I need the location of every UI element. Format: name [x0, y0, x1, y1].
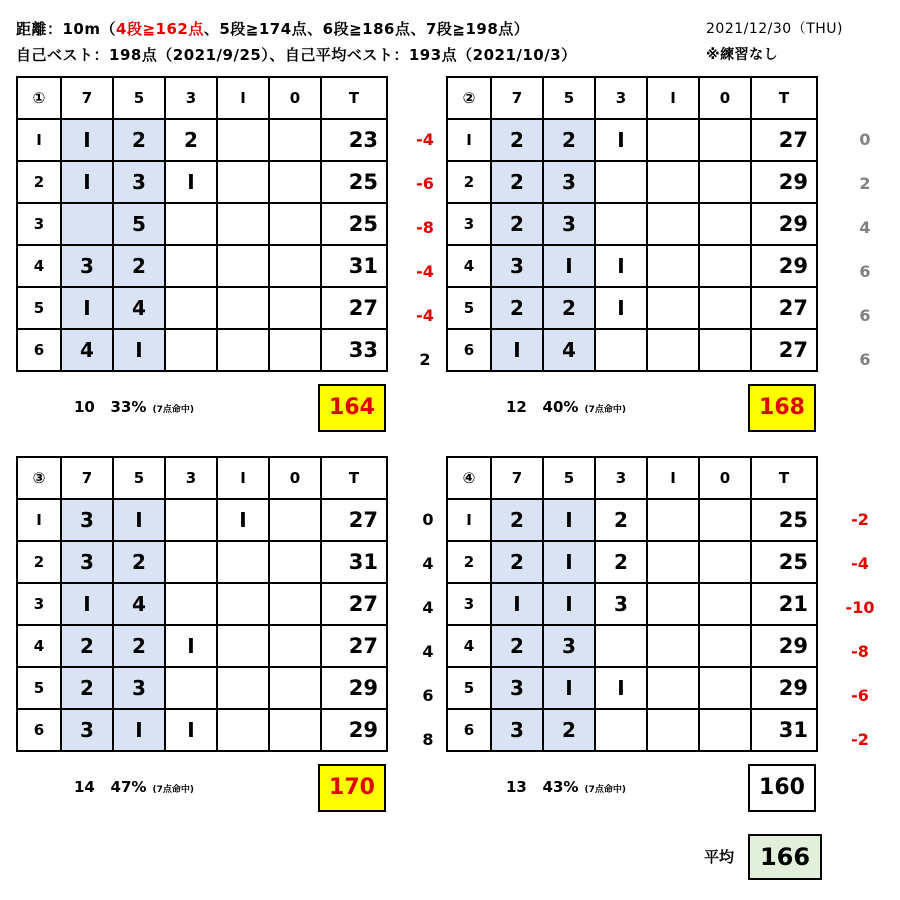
col-7: 7 [61, 457, 113, 499]
end-total: 21 [751, 583, 817, 625]
col-7: 7 [491, 77, 543, 119]
header-row [447, 457, 817, 499]
count-7: 3 [491, 709, 543, 751]
table-row [17, 287, 387, 329]
grade-thresholds: 、5段≧174点、6段≧186点、7段≧198点） [203, 20, 530, 38]
count-1 [217, 667, 269, 709]
count-7: 3 [491, 245, 543, 287]
count-1 [217, 203, 269, 245]
count-3: I [595, 245, 647, 287]
hit-note: (7点命中) [584, 405, 626, 415]
count-1: I [217, 499, 269, 541]
table-row [447, 541, 817, 583]
diff-value: -2 [851, 730, 869, 749]
count-0 [269, 161, 321, 203]
count-5: 3 [543, 203, 595, 245]
end-number: I [17, 119, 61, 161]
count-1 [647, 625, 699, 667]
end-total: 31 [321, 541, 387, 583]
round-label: ④ [447, 457, 491, 499]
table-row [447, 203, 817, 245]
count-1 [647, 499, 699, 541]
count-3 [595, 625, 647, 667]
diff-value: -4 [416, 306, 434, 325]
count-5: 5 [113, 203, 165, 245]
count-5: 2 [543, 709, 595, 751]
end-number: 5 [447, 667, 491, 709]
table-row [17, 625, 387, 667]
grade-4-threshold: 4段≧162点 [116, 20, 204, 38]
table-row [17, 119, 387, 161]
count-3: I [165, 709, 217, 751]
count-0 [269, 499, 321, 541]
count-0 [269, 667, 321, 709]
end-number: 4 [17, 245, 61, 287]
col-0: 0 [699, 457, 751, 499]
diff-value: 6 [859, 262, 871, 281]
col-3: 3 [595, 457, 647, 499]
count-0 [699, 625, 751, 667]
diff-value: 6 [422, 686, 434, 705]
hit-percent: 43% [542, 778, 579, 796]
diff-value: -4 [851, 554, 869, 573]
diff-value: 0 [859, 130, 871, 149]
table-row [447, 583, 817, 625]
end-total: 27 [321, 625, 387, 667]
count-7: 3 [61, 245, 113, 287]
count-3 [165, 287, 217, 329]
count-7: 2 [491, 625, 543, 667]
diff-value: 4 [422, 554, 434, 573]
end-number: 3 [17, 583, 61, 625]
count-7: 2 [491, 287, 543, 329]
table-row [447, 499, 817, 541]
count-7: 2 [491, 161, 543, 203]
end-total: 29 [321, 667, 387, 709]
count-7: 2 [61, 625, 113, 667]
end-total: 27 [751, 287, 817, 329]
count-0 [699, 119, 751, 161]
end-total: 23 [321, 119, 387, 161]
count-5: 2 [113, 245, 165, 287]
col-total: T [321, 77, 387, 119]
count-7: 3 [491, 667, 543, 709]
count-1 [647, 329, 699, 371]
end-number: 3 [17, 203, 61, 245]
header-row [447, 77, 817, 119]
round-2-stats [506, 398, 626, 416]
round-3-total: 170 [318, 764, 386, 812]
round-3-block [16, 456, 388, 752]
end-number: 5 [447, 287, 491, 329]
count-7: 2 [491, 499, 543, 541]
count-3 [165, 667, 217, 709]
count-3 [165, 499, 217, 541]
end-total: 33 [321, 329, 387, 371]
diff-value: -4 [416, 130, 434, 149]
col-0: 0 [269, 77, 321, 119]
table-row [17, 161, 387, 203]
col-total: T [321, 457, 387, 499]
count-7: I [61, 583, 113, 625]
count-5: 3 [113, 667, 165, 709]
count-0 [269, 329, 321, 371]
count-1 [647, 119, 699, 161]
table-row [17, 245, 387, 287]
round-4-total: 160 [748, 764, 816, 812]
end-total: 29 [751, 667, 817, 709]
round-4-block [446, 456, 818, 752]
count-0 [699, 667, 751, 709]
hit-count: 12 [506, 398, 527, 416]
diff-value: 4 [859, 218, 871, 237]
count-3 [595, 161, 647, 203]
table-row [447, 287, 817, 329]
count-0 [699, 245, 751, 287]
count-0 [269, 625, 321, 667]
count-1 [217, 119, 269, 161]
diff-value: 2 [859, 174, 871, 193]
count-5: 4 [113, 583, 165, 625]
table-row [17, 667, 387, 709]
end-number: 2 [447, 161, 491, 203]
round-2-total: 168 [748, 384, 816, 432]
col-0: 0 [699, 77, 751, 119]
end-number: 6 [447, 329, 491, 371]
practice-note: ※練習なし [706, 47, 779, 63]
count-5: I [113, 329, 165, 371]
count-5: 2 [113, 625, 165, 667]
end-number: 3 [447, 583, 491, 625]
header-row [17, 77, 387, 119]
count-5: I [113, 709, 165, 751]
count-0 [699, 203, 751, 245]
diff-value: -2 [851, 510, 869, 529]
end-number: I [447, 119, 491, 161]
count-0 [699, 287, 751, 329]
count-3: I [595, 667, 647, 709]
table-row [17, 583, 387, 625]
end-total: 27 [321, 583, 387, 625]
round-1-total: 164 [318, 384, 386, 432]
count-5: I [113, 499, 165, 541]
round-2-table [446, 76, 818, 372]
count-1 [647, 583, 699, 625]
count-3 [165, 203, 217, 245]
count-0 [699, 583, 751, 625]
col-total: T [751, 457, 817, 499]
count-7: I [61, 287, 113, 329]
count-5: I [543, 541, 595, 583]
end-number: 4 [447, 245, 491, 287]
end-total: 27 [751, 329, 817, 371]
end-number: 5 [17, 287, 61, 329]
end-number: 6 [17, 329, 61, 371]
end-total: 29 [751, 625, 817, 667]
end-total: 25 [751, 541, 817, 583]
count-1 [217, 329, 269, 371]
count-3 [165, 541, 217, 583]
session-date: 2021/12/30（THU) [706, 21, 843, 37]
col-total: T [751, 77, 817, 119]
col-1: I [217, 457, 269, 499]
count-7: 4 [61, 329, 113, 371]
count-3 [595, 329, 647, 371]
count-5: I [543, 583, 595, 625]
diff-value: -8 [416, 218, 434, 237]
count-0 [269, 541, 321, 583]
table-row [17, 203, 387, 245]
col-0: 0 [269, 457, 321, 499]
count-7 [61, 203, 113, 245]
col-5: 5 [543, 457, 595, 499]
count-0 [699, 709, 751, 751]
hit-count: 13 [506, 778, 527, 796]
count-5: I [543, 667, 595, 709]
average-value: 166 [748, 834, 822, 880]
end-total: 27 [321, 287, 387, 329]
round-1-block [16, 76, 388, 372]
col-3: 3 [165, 77, 217, 119]
count-5: 3 [113, 161, 165, 203]
round-1-table [16, 76, 388, 372]
count-3 [165, 245, 217, 287]
end-total: 29 [751, 161, 817, 203]
count-3 [165, 583, 217, 625]
count-3: 2 [595, 499, 647, 541]
col-3: 3 [595, 77, 647, 119]
round-label: ① [17, 77, 61, 119]
end-total: 31 [751, 709, 817, 751]
count-0 [699, 329, 751, 371]
distance-header [16, 18, 529, 39]
count-5: I [543, 245, 595, 287]
hit-percent: 33% [110, 398, 147, 416]
end-total: 25 [321, 203, 387, 245]
col-3: 3 [165, 457, 217, 499]
table-row [17, 709, 387, 751]
count-5: 4 [113, 287, 165, 329]
average-label: 平均 [704, 848, 735, 866]
count-7: 2 [491, 119, 543, 161]
col-5: 5 [113, 77, 165, 119]
count-5: 2 [543, 287, 595, 329]
end-number: I [447, 499, 491, 541]
count-1 [217, 287, 269, 329]
count-3: I [595, 119, 647, 161]
diff-value: -6 [416, 174, 434, 193]
count-7: 3 [61, 709, 113, 751]
diff-value: 4 [422, 598, 434, 617]
col-7: 7 [61, 77, 113, 119]
round-4-stats [506, 778, 626, 796]
table-row [447, 119, 817, 161]
round-3-table [16, 456, 388, 752]
round-label: ③ [17, 457, 61, 499]
count-0 [699, 499, 751, 541]
diff-value: 0 [422, 510, 434, 529]
end-total: 29 [321, 709, 387, 751]
count-7: I [491, 583, 543, 625]
end-total: 25 [321, 161, 387, 203]
count-3: 3 [595, 583, 647, 625]
count-5: 4 [543, 329, 595, 371]
col-1: I [217, 77, 269, 119]
end-number: 2 [447, 541, 491, 583]
table-row [17, 329, 387, 371]
count-7: I [61, 119, 113, 161]
count-3 [595, 203, 647, 245]
end-number: 4 [447, 625, 491, 667]
header-row [17, 457, 387, 499]
diff-value: 6 [859, 350, 871, 369]
col-5: 5 [543, 77, 595, 119]
count-0 [699, 541, 751, 583]
col-1: I [647, 457, 699, 499]
table-row [447, 329, 817, 371]
count-1 [217, 583, 269, 625]
count-3 [165, 329, 217, 371]
count-3: I [595, 287, 647, 329]
count-5: 2 [543, 119, 595, 161]
count-1 [647, 203, 699, 245]
count-5: 2 [113, 541, 165, 583]
count-1 [647, 709, 699, 751]
end-total: 29 [751, 245, 817, 287]
end-total: 27 [321, 499, 387, 541]
count-3: I [165, 161, 217, 203]
count-7: 3 [61, 541, 113, 583]
count-1 [647, 245, 699, 287]
count-0 [269, 119, 321, 161]
diff-value: 4 [422, 642, 434, 661]
hit-percent: 47% [110, 778, 147, 796]
end-number: 5 [17, 667, 61, 709]
table-row [447, 709, 817, 751]
diff-value: 6 [859, 306, 871, 325]
hit-note: (7点命中) [152, 405, 194, 415]
count-3: 2 [165, 119, 217, 161]
table-row [447, 161, 817, 203]
count-7: 2 [491, 203, 543, 245]
table-row [17, 541, 387, 583]
count-5: 3 [543, 161, 595, 203]
hit-percent: 40% [542, 398, 579, 416]
end-number: I [17, 499, 61, 541]
end-number: 2 [17, 161, 61, 203]
end-total: 31 [321, 245, 387, 287]
count-0 [269, 245, 321, 287]
diff-value: -10 [845, 598, 875, 617]
diff-value: 8 [422, 730, 434, 749]
round-4-table [446, 456, 818, 752]
personal-best: 自己ベスト：198点（2021/9/25）、自己平均ベスト：193点（2021/10/3） [16, 46, 577, 64]
count-1 [217, 709, 269, 751]
col-5: 5 [113, 457, 165, 499]
table-row [447, 245, 817, 287]
end-number: 3 [447, 203, 491, 245]
diff-value: -6 [851, 686, 869, 705]
hit-note: (7点命中) [584, 785, 626, 795]
count-1 [217, 541, 269, 583]
col-1: I [647, 77, 699, 119]
distance-label: 距離：10m（ [16, 20, 117, 38]
count-0 [269, 287, 321, 329]
diff-value: 2 [419, 350, 431, 369]
count-3: 2 [595, 541, 647, 583]
count-1 [647, 667, 699, 709]
count-3: I [165, 625, 217, 667]
count-1 [647, 287, 699, 329]
count-3 [595, 709, 647, 751]
count-7: I [491, 329, 543, 371]
round-2-block [446, 76, 818, 372]
end-total: 25 [751, 499, 817, 541]
count-5: I [543, 499, 595, 541]
count-0 [699, 161, 751, 203]
end-number: 6 [17, 709, 61, 751]
count-0 [269, 583, 321, 625]
table-row [17, 499, 387, 541]
diff-value: -8 [851, 642, 869, 661]
count-7: I [61, 161, 113, 203]
table-row [447, 625, 817, 667]
diff-value: -4 [416, 262, 434, 281]
end-total: 27 [751, 119, 817, 161]
count-5: 2 [113, 119, 165, 161]
count-7: 2 [491, 541, 543, 583]
count-0 [269, 709, 321, 751]
count-7: 2 [61, 667, 113, 709]
round-label: ② [447, 77, 491, 119]
count-1 [647, 541, 699, 583]
end-total: 29 [751, 203, 817, 245]
end-number: 2 [17, 541, 61, 583]
count-5: 3 [543, 625, 595, 667]
count-1 [217, 161, 269, 203]
round-3-stats [74, 778, 194, 796]
count-1 [217, 245, 269, 287]
hit-count: 14 [74, 778, 95, 796]
count-1 [217, 625, 269, 667]
hit-note: (7点命中) [152, 785, 194, 795]
count-1 [647, 161, 699, 203]
hit-count: 10 [74, 398, 95, 416]
count-7: 3 [61, 499, 113, 541]
round-1-stats [74, 398, 194, 416]
end-number: 6 [447, 709, 491, 751]
count-0 [269, 203, 321, 245]
table-row [447, 667, 817, 709]
col-7: 7 [491, 457, 543, 499]
end-number: 4 [17, 625, 61, 667]
